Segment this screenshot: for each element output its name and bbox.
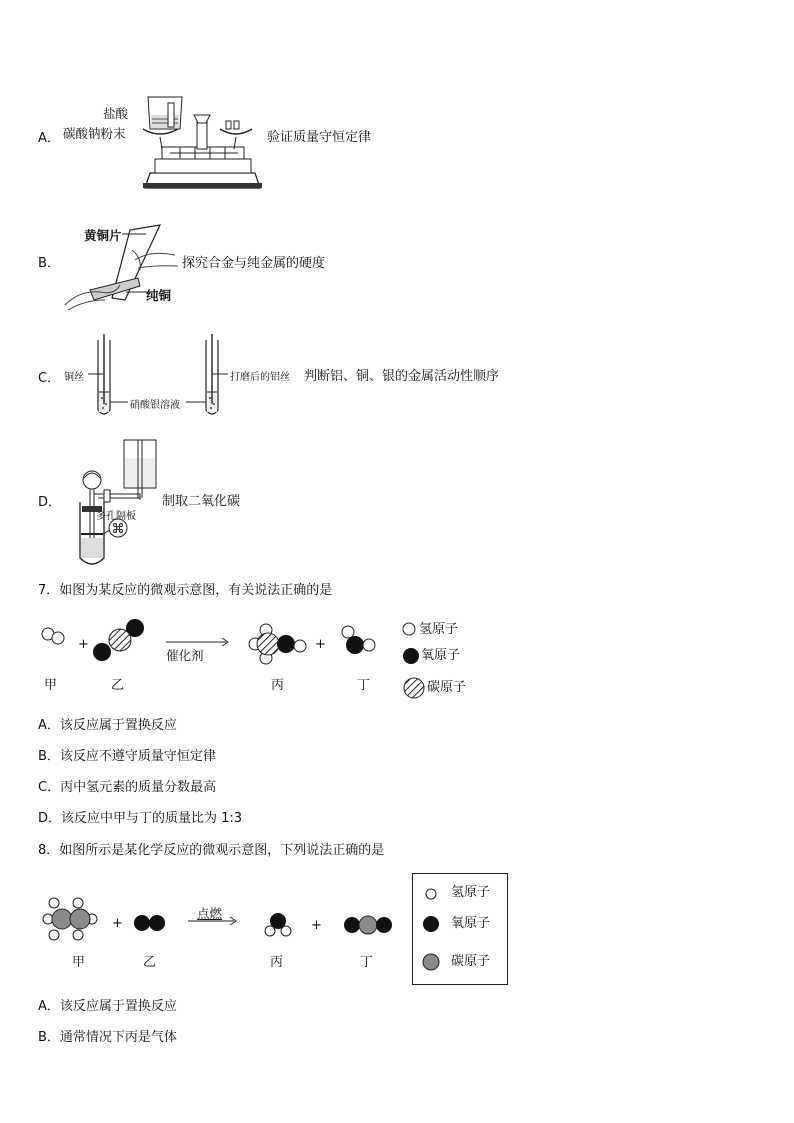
co2-generator-illustration — [68, 438, 168, 568]
label-porous-plate: 多孔隔板 — [96, 511, 136, 522]
q7-plus-2: + — [315, 637, 326, 652]
label-copper-wire: 铜丝 — [64, 372, 84, 383]
q8-label-bing: 丙 — [270, 955, 284, 970]
label-brass: 黄铜片 — [84, 228, 122, 243]
q7-reaction-diagram — [38, 612, 478, 692]
q8-option-a: A．该反应属于置换反应 — [38, 999, 177, 1014]
q7-option-c: C．丙中氢元素的质量分数最高 — [38, 780, 217, 795]
option-c-letter: C． — [38, 371, 61, 386]
label-polished-aluminum: 打磨后的铝丝 — [230, 372, 290, 383]
label-sodium-carbonate: 碳酸钠粉末 — [63, 126, 126, 141]
q7-legend-hydrogen: 氢原子 — [419, 622, 459, 637]
option-b-purpose: 探究合金与纯金属的硬度 — [182, 256, 326, 271]
label-silver-nitrate: 硝酸银溶液 — [130, 400, 180, 411]
q8-stem: 8．如图所示是某化学反应的微观示意图，下列说法正确的是 — [38, 843, 385, 858]
q7-option-d: D．该反应中甲与丁的质量比为 1:3 — [38, 811, 243, 826]
balance-apparatus-illustration — [140, 95, 265, 190]
option-d-letter: D． — [38, 495, 62, 510]
label-hydrochloric-acid: 盐酸 — [103, 106, 129, 121]
q7-legend-carbon: 碳原子 — [427, 680, 467, 695]
q8-option-b: B．通常情况下丙是气体 — [38, 1030, 177, 1045]
q8-label-yi: 乙 — [143, 955, 157, 970]
q7-stem: 7．如图为某反应的微观示意图，有关说法正确的是 — [38, 583, 333, 598]
q7-catalyst: 催化剂 — [166, 648, 204, 663]
q8-reaction-diagram — [38, 895, 408, 955]
q8-plus-1: + — [112, 916, 123, 931]
option-a-purpose: 验证质量守恒定律 — [267, 130, 372, 145]
q7-legend-oxygen: 氧原子 — [421, 648, 461, 663]
option-c-purpose: 判断铝、铜、银的金属活动性顺序 — [304, 369, 500, 384]
q8-label-ding: 丁 — [360, 955, 374, 970]
q8-plus-2: + — [311, 918, 322, 933]
q8-label-jia: 甲 — [72, 955, 86, 970]
label-pure-copper: 纯铜 — [146, 288, 172, 303]
option-a-letter: A． — [38, 131, 60, 146]
q7-label-yi: 乙 — [111, 678, 125, 693]
option-b-letter: B． — [38, 256, 60, 271]
q8-legend-carbon: 碳原子 — [451, 954, 491, 969]
option-d-purpose: 制取二氧化碳 — [162, 494, 241, 509]
q8-condition: 点燃 — [197, 906, 223, 921]
q8-legend-symbols — [420, 880, 450, 980]
q7-option-b: B．该反应不遵守质量守恒定律 — [38, 749, 216, 764]
q7-label-jia: 甲 — [44, 678, 58, 693]
q7-option-a: A．该反应属于置换反应 — [38, 718, 177, 733]
q7-label-bing: 丙 — [271, 678, 285, 693]
q8-legend-oxygen: 氧原子 — [451, 916, 491, 931]
q7-label-ding: 丁 — [357, 678, 371, 693]
q7-plus-1: + — [78, 637, 89, 652]
q8-legend-hydrogen: 氢原子 — [451, 885, 491, 900]
